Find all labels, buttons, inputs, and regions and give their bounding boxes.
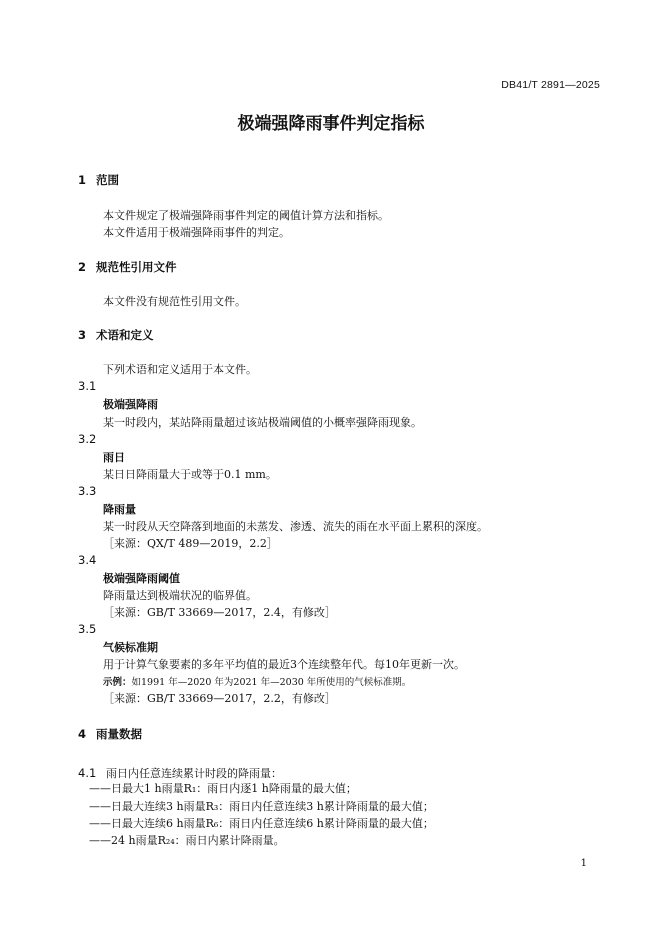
term-number: 3.3 [78, 484, 97, 498]
clause-4-1 [78, 762, 282, 781]
term-source: ［来源：GB/T 33669—2017，2.2，有修改］ [103, 692, 336, 705]
paragraph: 本文件规定了极端强降雨事件判定的阈值计算方法和指标。 [103, 209, 389, 222]
section-3-heading [78, 327, 154, 343]
document-title: 极端强降雨事件判定指标 [237, 114, 425, 134]
term-definition: 降雨量达到极端状况的临界值。 [103, 589, 257, 602]
paragraph: 本文件适用于极端强降雨事件的判定。 [103, 226, 290, 239]
term-number: 3.4 [78, 553, 97, 567]
list-item: ——24 h雨量R₂₄：雨日内累计降雨量。 [89, 834, 285, 847]
standard-number: DB41/T 2891—2025 [501, 79, 600, 91]
section-number: 2 [78, 260, 87, 274]
page-number: 1 [580, 858, 587, 869]
section-1-heading [78, 172, 119, 188]
term-name: 极端强降雨 [103, 398, 158, 411]
term-source: ［来源：GB/T 33669—2017，2.4，有修改］ [103, 606, 336, 619]
list-item: ——日最大连续6 h雨量R₆：雨日内任意连续6 h累计降雨量的最大值； [89, 817, 434, 830]
clause-number: 4.1 [78, 766, 97, 780]
section-title: 规范性引用文件 [96, 260, 177, 274]
term-definition: 某一时段从天空降落到地面的未蒸发、渗透、流失的雨在水平面上累积的深度。 [103, 520, 488, 533]
clause-text: 雨日内任意连续累计时段的降雨量： [106, 767, 282, 780]
term-number: 3.2 [78, 432, 97, 446]
section-number: 1 [78, 173, 87, 187]
term-name: 雨日 [103, 451, 125, 464]
paragraph: 下列术语和定义适用于本文件。 [103, 363, 257, 376]
term-definition: 用于计算气象要素的多年平均值的最近3个连续整年代。每10年更新一次。 [103, 658, 465, 671]
term-definition: 某一时段内，某站降雨量超过该站极端阈值的小概率强降雨现象。 [103, 416, 422, 429]
term-source: ［来源：QX/T 489—2019，2.2］ [103, 537, 278, 550]
section-title: 术语和定义 [96, 328, 154, 342]
section-2-heading [78, 259, 177, 275]
term-definition: 某日日降雨量大于或等于0.1 mm。 [103, 468, 277, 481]
section-title: 雨量数据 [96, 727, 142, 741]
term-name: 气候标准期 [103, 641, 158, 654]
term-number: 3.1 [78, 379, 97, 393]
section-title: 范围 [96, 173, 119, 187]
section-number: 3 [78, 328, 87, 342]
list-item: ——日最大连续3 h雨量R₃：雨日内任意连续3 h累计降雨量的最大值； [89, 800, 434, 813]
paragraph: 本文件没有规范性引用文件。 [103, 295, 246, 308]
term-number: 3.5 [78, 622, 97, 636]
example-text: 如1991 年—2020 年为2021 年—2030 年所使用的气候标准期。 [131, 677, 412, 688]
term-name: 降雨量 [103, 503, 136, 516]
example-label: 示例： [103, 677, 132, 688]
section-4-heading [78, 726, 142, 742]
example-note [103, 674, 411, 688]
list-item: ——日最大1 h雨量R₁：雨日内逐1 h降雨量的最大值； [89, 782, 357, 795]
section-number: 4 [78, 727, 87, 741]
term-name: 极端强降雨阈值 [103, 572, 180, 585]
